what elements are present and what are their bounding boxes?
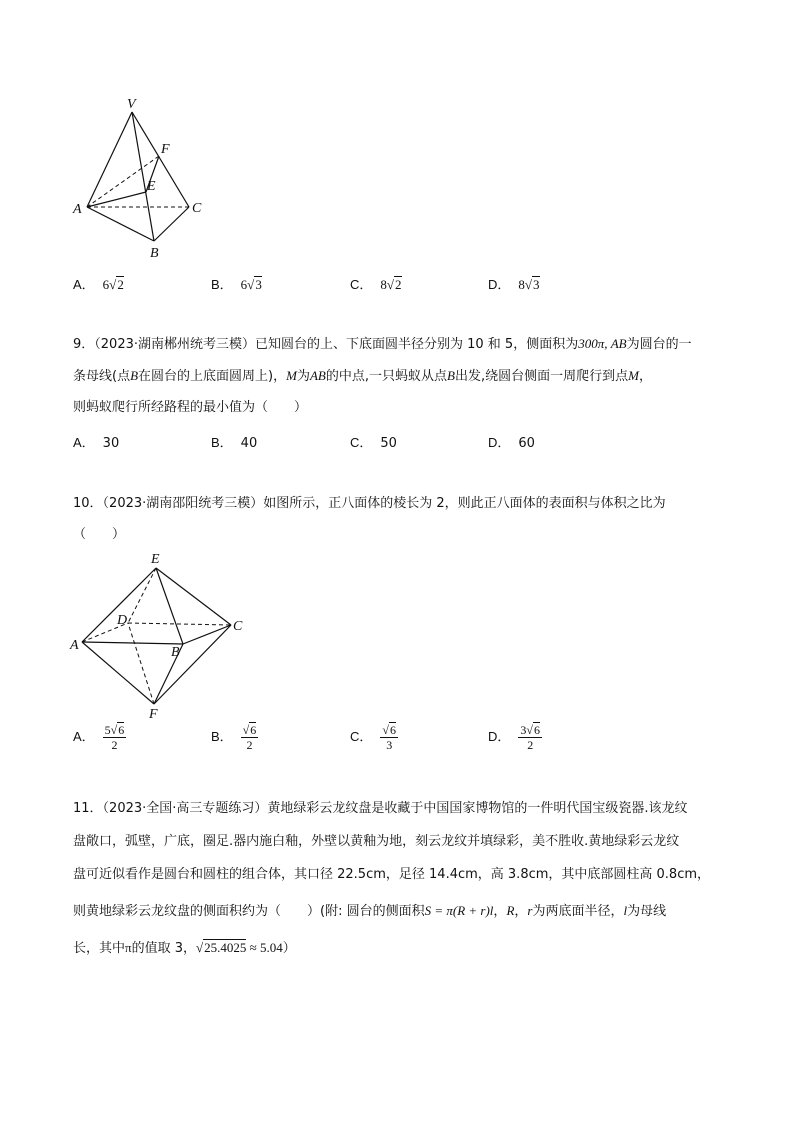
- segment-ae: [87, 192, 146, 207]
- q9-line-3: 则蚂蚁爬行所经路程的最小值为（ ）: [73, 400, 308, 415]
- label-b: B: [171, 645, 180, 660]
- edge-va: [87, 112, 132, 207]
- q10-option-d[interactable]: D． $\frac{3√6}{2}$: [488, 723, 540, 752]
- edge-ed-hidden: [128, 568, 156, 623]
- q8-option-b[interactable]: B． 6√3: [211, 277, 262, 292]
- q8-option-d[interactable]: D． 8√3: [488, 277, 540, 292]
- label-f: F: [161, 142, 170, 157]
- label-v: V: [127, 97, 136, 112]
- edge-ab: [82, 642, 183, 644]
- q10-option-b[interactable]: B． $\frac{√6}{2}$: [211, 723, 257, 752]
- q9-option-c[interactable]: C． 50: [350, 435, 397, 451]
- label-e: E: [147, 179, 156, 194]
- q10-option-c[interactable]: C． $\frac{√6}{3}$: [350, 723, 396, 752]
- tetrahedron-figure: [65, 95, 215, 265]
- label-c: C: [233, 619, 243, 634]
- edge-ec: [156, 568, 231, 625]
- q11-line-3: 盘可近似看作是圆台和圆柱的组合体，其口径 22.5cm，足径 14.4cm，高 3.8cm，其中底部圆柱高 0.8cm，: [73, 867, 711, 882]
- q11-line-2: 盘敞口，弧壁，广底，圈足.器内施白釉，外壁以黄釉为地，刻云龙纹并填绿彩，美不胜收.黄地绿彩云龙纹: [73, 834, 680, 849]
- label-d: D: [117, 613, 128, 628]
- label-b: B: [150, 246, 159, 261]
- label-c: C: [192, 201, 202, 216]
- label-a: A: [70, 638, 79, 653]
- edge-ab: [87, 207, 154, 241]
- q9-line-2: 条母线(点B在圆台的上底面圆周上)，M为AB的中点,一只蚂蚁从点B出发,绕圆台侧面一周爬行到点M，: [73, 368, 652, 384]
- q9-option-d[interactable]: D． 60: [488, 435, 535, 451]
- q10-line-2: （ ）: [73, 527, 126, 542]
- edge-fa: [82, 642, 154, 704]
- edge-ea: [82, 568, 156, 642]
- edge-eb: [156, 568, 183, 644]
- label-e: E: [151, 552, 160, 567]
- q10-option-a[interactable]: A． $\frac{5√6}{2}$: [73, 723, 125, 752]
- q9-line-1: 9．（2023·湖南郴州统考三模）已知圆台的上、下底面圆半径分别为 10 和 5，侧面积为300π, AB为圆台的一: [73, 336, 692, 352]
- edge-bc: [183, 625, 231, 644]
- q8-option-c[interactable]: C． 8√2: [350, 277, 402, 292]
- edge-fc: [154, 625, 231, 704]
- q9-option-b[interactable]: B． 40: [211, 435, 258, 451]
- q11-line-1: 11．（2023·全国·高三专题练习）黄地绿彩云龙纹盘是收藏于中国国家博物馆的一件明代国宝级瓷器.该龙纹: [73, 801, 688, 816]
- edge-fd-hidden: [128, 623, 154, 704]
- q10-line-1: 10．（2023·湖南邵阳统考三模）如图所示，正八面体的棱长为 2，则此正八面体的表面积与体积之比为: [73, 496, 666, 511]
- edge-dc-hidden: [128, 623, 231, 625]
- q9-option-a[interactable]: A． 30: [73, 435, 120, 451]
- q8-option-a[interactable]: A． 6√2: [73, 277, 124, 292]
- q11-line-4: 则黄地绿彩云龙纹盘的侧面积约为（ ）(附: 圆台的侧面积S = π(R + r)l，R，r为两底面半径，l为母线: [73, 903, 667, 919]
- edge-bc: [154, 207, 189, 241]
- label-a: A: [73, 202, 82, 217]
- q11-line-5: 长，其中π的值取 3，√25.4025 ≈ 5.04）: [73, 940, 296, 956]
- label-f: F: [149, 707, 158, 722]
- octahedron-figure: [65, 545, 255, 725]
